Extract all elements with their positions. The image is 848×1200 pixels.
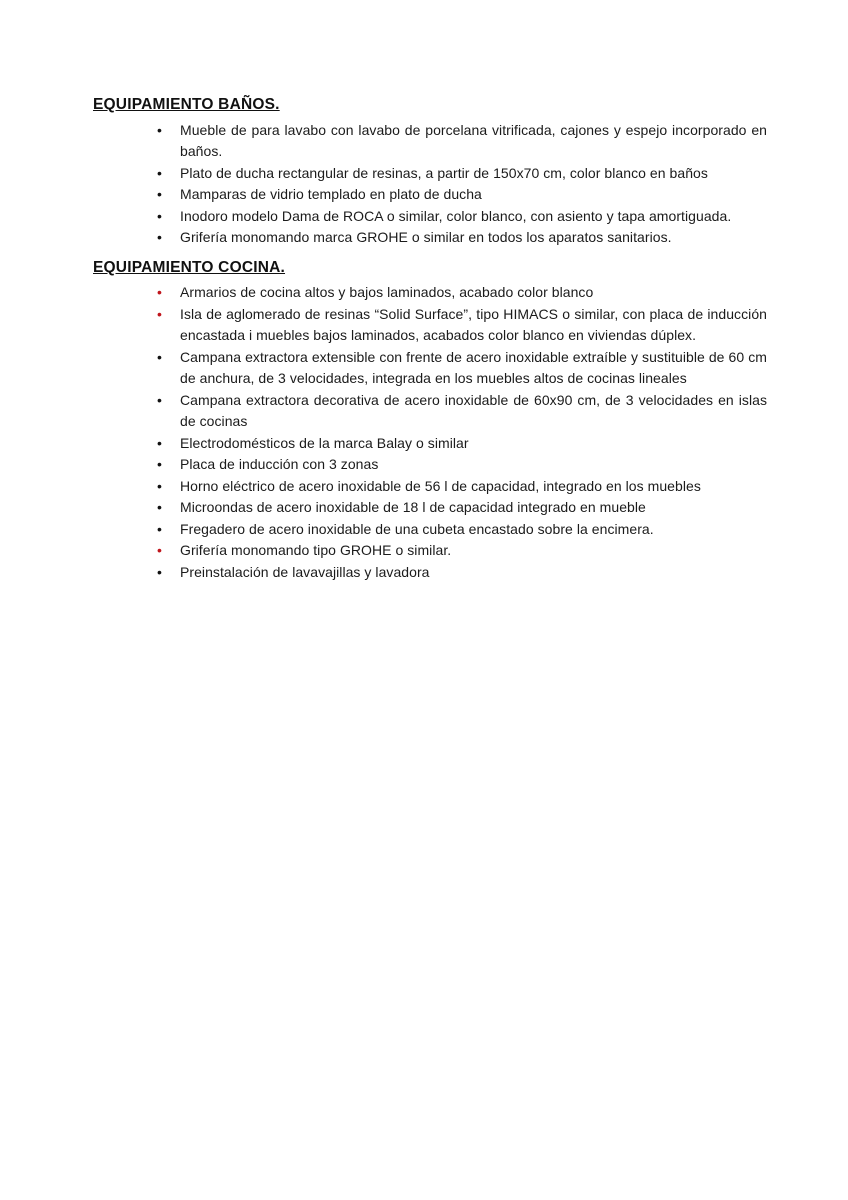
list-item-text: Armarios de cocina altos y bajos laminados, acabado color blanco <box>180 284 594 300</box>
list-item <box>155 304 767 347</box>
list-item-text: Microondas de acero inoxidable de 18 l de capacidad integrado en mueble <box>180 499 646 515</box>
list-item-text: Preinstalación de lavavajillas y lavadora <box>180 563 430 580</box>
bullet-icon: • <box>157 186 162 202</box>
list-item-text: Grifería monomando tipo GROHE o similar. <box>180 542 452 558</box>
list-item-text: Campana extractora extensible con frente de acero inoxidable extraíble y sustituible de 60 cm de anchura, de 3 velocidades, integrada en los muebles altos de cocinas lineales <box>180 348 767 386</box>
list-item <box>155 562 767 584</box>
bullet-list-banos <box>93 120 767 249</box>
list-item <box>155 120 767 163</box>
bullet-icon: • <box>157 520 162 537</box>
bullet-icon: • <box>157 477 162 494</box>
list-item <box>155 497 767 519</box>
list-item <box>155 390 767 433</box>
list-item-text: Inodoro modelo Dama de ROCA o similar, color blanco, con asiento y tapa amortiguada. <box>180 207 732 224</box>
list-item-text: Horno eléctrico de acero inoxidable de 56 l de capacidad, integrado en los muebles <box>180 477 701 494</box>
list-item <box>155 184 767 206</box>
list-item-text: Mamparas de vidrio templado en plato de ducha <box>180 186 482 202</box>
list-item <box>155 163 767 185</box>
bullet-icon: • <box>157 207 162 224</box>
list-item <box>155 206 767 228</box>
bullet-icon: • <box>157 121 162 138</box>
list-item <box>155 227 767 249</box>
section-banos <box>93 94 767 249</box>
list-item <box>155 347 767 390</box>
list-item-text: Plato de ducha rectangular de resinas, a partir de 150x70 cm, color blanco en baños <box>180 164 708 181</box>
list-item <box>155 282 767 304</box>
bullet-icon: • <box>157 542 162 558</box>
bullet-icon: • <box>157 456 162 472</box>
bullet-icon: • <box>157 305 162 322</box>
bullet-icon: • <box>157 229 162 245</box>
bullet-icon: • <box>157 284 162 300</box>
list-item <box>155 433 767 455</box>
bullet-icon: • <box>157 164 162 181</box>
section-cocina <box>93 257 767 584</box>
list-item-text: Placa de inducción con 3 zonas <box>180 456 379 472</box>
bullet-icon: • <box>157 348 162 365</box>
list-item-text: Electrodomésticos de la marca Balay o similar <box>180 434 469 451</box>
list-item-text: Fregadero de acero inoxidable de una cubeta encastado sobre la encimera. <box>180 520 654 537</box>
list-item-text: Mueble de para lavabo con lavabo de porcelana vitrificada, cajones y espejo incorporado en baños. <box>180 121 767 159</box>
bullet-icon: • <box>157 499 162 515</box>
list-item-text: Isla de aglomerado de resinas “Solid Surface”, tipo HIMACS o similar, con placa de inducción encastada i muebles bajos laminados, acabados color blanco en viviendas dúplex. <box>180 305 767 343</box>
bullet-icon: • <box>157 391 162 408</box>
bullet-list-cocina <box>93 282 767 583</box>
list-item <box>155 519 767 541</box>
section-title-cocina: EQUIPAMIENTO COCINA. <box>93 258 286 276</box>
list-item-text: Grifería monomando marca GROHE o similar en todos los aparatos sanitarios. <box>180 229 672 245</box>
bullet-icon: • <box>157 434 162 451</box>
section-title-banos: EQUIPAMIENTO BAÑOS. <box>93 96 280 113</box>
list-item <box>155 454 767 476</box>
bullet-icon: • <box>157 563 162 580</box>
list-item <box>155 476 767 498</box>
list-item <box>155 540 767 562</box>
list-item-text: Campana extractora decorativa de acero inoxidable de 60x90 cm, de 3 velocidades en islas de cocinas <box>180 391 767 429</box>
